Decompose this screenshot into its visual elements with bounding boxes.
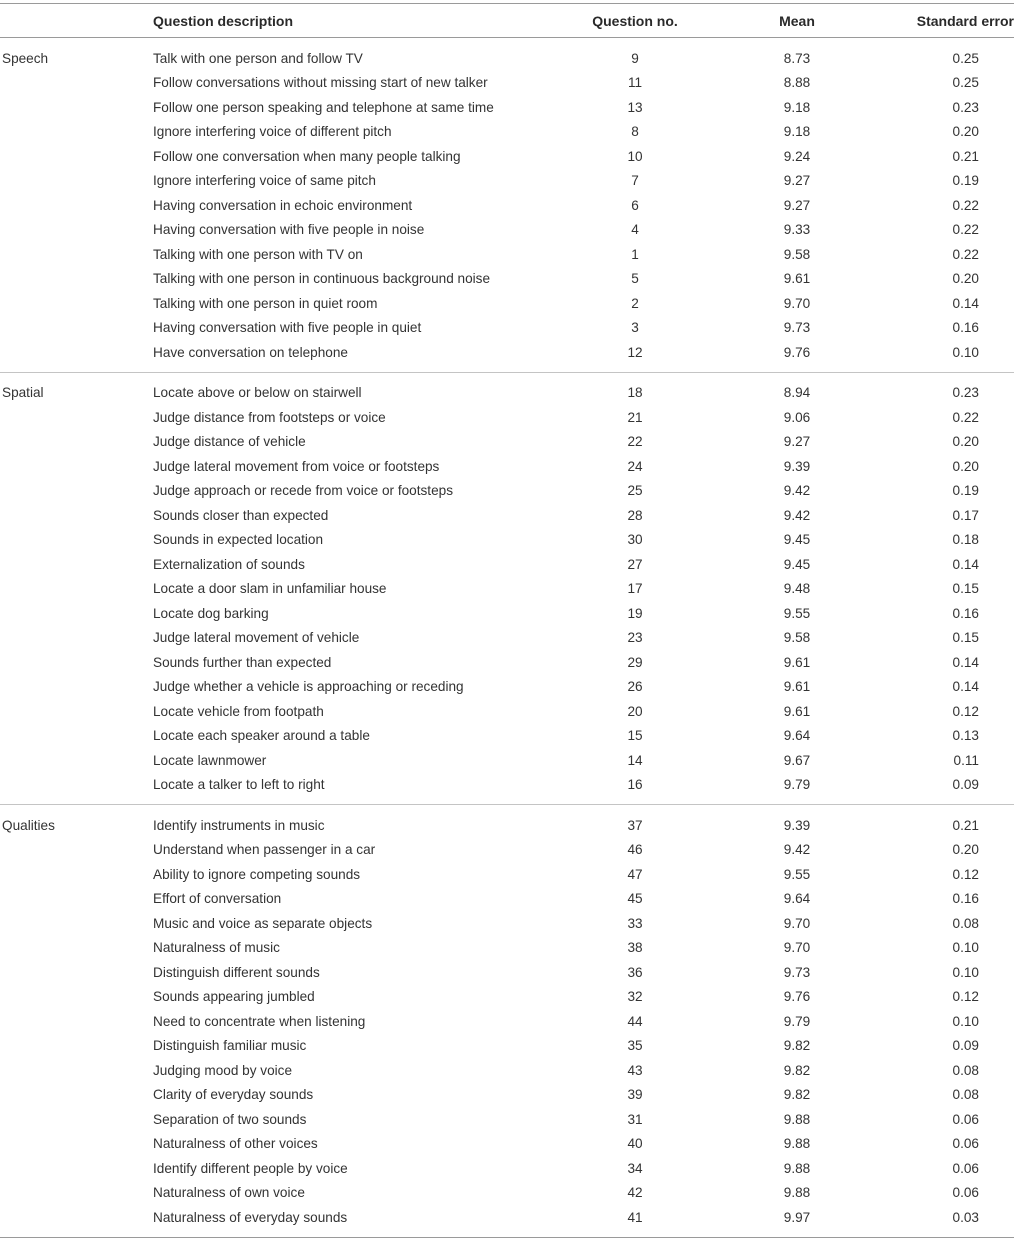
mean-cell: 9.45 xyxy=(783,532,811,548)
question-description-cell: Follow one person speaking and telephone at same time xyxy=(153,99,494,115)
mean-cell: 9.61 xyxy=(783,679,811,695)
table-row xyxy=(0,773,1014,798)
question-description-cell: Separation of two sounds xyxy=(153,1111,307,1127)
question-no-cell: 14 xyxy=(627,752,643,768)
question-no-cell: 26 xyxy=(627,679,643,695)
mean-cell: 9.76 xyxy=(783,344,811,360)
question-no-cell: 11 xyxy=(627,75,643,91)
question-description-cell: Locate a door slam in unfamiliar house xyxy=(153,581,387,597)
mean-cell: 9.61 xyxy=(783,654,811,670)
table-row xyxy=(0,675,1014,700)
table-row xyxy=(0,120,1014,145)
standard-error-cell: 0.21 xyxy=(952,148,979,164)
question-no-cell: 16 xyxy=(627,777,643,793)
mean-cell: 9.06 xyxy=(783,409,811,425)
standard-error-cell: 0.20 xyxy=(952,124,979,140)
mean-cell: 9.58 xyxy=(783,246,811,262)
question-no-cell: 7 xyxy=(631,173,639,189)
table-row xyxy=(0,503,1014,528)
mean-cell: 9.88 xyxy=(783,1136,811,1152)
mean-cell: 9.42 xyxy=(783,842,811,858)
question-description-cell: Externalization of sounds xyxy=(153,556,305,572)
question-no-cell: 13 xyxy=(627,99,643,115)
question-no-cell: 6 xyxy=(631,197,639,213)
question-description-cell: Having conversation with five people in quiet xyxy=(153,320,422,336)
question-description-cell: Sounds in expected location xyxy=(153,532,324,548)
question-description-cell: Sounds appearing jumbled xyxy=(153,989,315,1005)
mean-cell: 9.39 xyxy=(783,817,811,833)
standard-error-cell: 0.06 xyxy=(952,1185,979,1201)
standard-error-cell: 0.23 xyxy=(952,385,979,401)
standard-error-cell: 0.10 xyxy=(952,940,979,956)
table-row xyxy=(0,1132,1014,1157)
mean-cell: 9.70 xyxy=(783,940,811,956)
mean-cell: 9.82 xyxy=(783,1087,811,1103)
question-description-cell: Clarity of everyday sounds xyxy=(153,1087,314,1103)
question-no-cell: 8 xyxy=(631,124,639,140)
mean-cell: 9.64 xyxy=(783,728,811,744)
standard-error-cell: 0.06 xyxy=(952,1111,979,1127)
standard-error-cell: 0.12 xyxy=(952,989,979,1005)
question-description-cell: Locate dog barking xyxy=(153,605,269,621)
table-row xyxy=(0,479,1014,504)
question-no-cell: 30 xyxy=(627,532,643,548)
question-no-cell: 25 xyxy=(627,483,643,499)
question-no-cell: 31 xyxy=(627,1111,643,1127)
question-no-cell: 12 xyxy=(627,344,643,360)
table-row xyxy=(0,528,1014,553)
question-no-cell: 4 xyxy=(631,222,639,238)
question-description-cell: Judge distance of vehicle xyxy=(153,434,306,450)
mean-cell: 9.58 xyxy=(783,630,811,646)
mean-cell: 9.48 xyxy=(783,581,811,597)
standard-error-cell: 0.11 xyxy=(953,752,979,768)
question-no-cell: 15 xyxy=(627,728,643,744)
table-row xyxy=(0,724,1014,749)
mean-cell: 9.67 xyxy=(783,752,811,768)
question-description-cell: Music and voice as separate objects xyxy=(153,915,373,931)
mean-cell: 9.64 xyxy=(783,891,811,907)
standard-error-cell: 0.06 xyxy=(952,1136,979,1152)
question-no-cell: 18 xyxy=(627,385,643,401)
question-description-cell: Naturalness of everyday sounds xyxy=(153,1209,348,1225)
mean-cell: 9.97 xyxy=(783,1209,811,1225)
question-description-cell: Understand when passenger in a car xyxy=(153,842,376,858)
standard-error-cell: 0.16 xyxy=(952,891,979,907)
table-row xyxy=(0,267,1014,292)
table-row xyxy=(0,552,1014,577)
mean-cell: 9.79 xyxy=(783,1013,811,1029)
mean-cell: 9.88 xyxy=(783,1160,811,1176)
table-row xyxy=(0,169,1014,194)
question-no-cell: 1 xyxy=(631,246,639,262)
question-description-cell: Talking with one person in quiet room xyxy=(153,295,378,311)
mean-cell: 9.24 xyxy=(783,148,811,164)
table-row xyxy=(0,193,1014,218)
mean-cell: 9.79 xyxy=(783,777,811,793)
question-no-cell: 46 xyxy=(627,842,643,858)
standard-error-cell: 0.08 xyxy=(952,1087,979,1103)
table-row xyxy=(0,626,1014,651)
mean-cell: 9.18 xyxy=(783,99,811,115)
standard-error-cell: 0.08 xyxy=(952,1062,979,1078)
table-row xyxy=(0,1009,1014,1034)
table-row xyxy=(0,242,1014,267)
mean-cell: 9.45 xyxy=(783,556,811,572)
table-row xyxy=(0,838,1014,863)
question-description-cell: Judge lateral movement from voice or footsteps xyxy=(153,458,440,474)
mean-cell: 9.88 xyxy=(783,1111,811,1127)
table-row xyxy=(0,748,1014,773)
standard-error-cell: 0.10 xyxy=(952,344,979,360)
table-row xyxy=(0,71,1014,96)
question-no-cell: 9 xyxy=(631,50,639,66)
standard-error-cell: 0.10 xyxy=(952,964,979,980)
standard-error-cell: 0.08 xyxy=(952,915,979,931)
question-no-cell: 43 xyxy=(627,1062,643,1078)
standard-error-cell: 0.25 xyxy=(952,50,979,66)
table-row xyxy=(0,144,1014,169)
question-no-cell: 34 xyxy=(627,1160,643,1176)
table-body xyxy=(0,38,1014,1238)
question-no-cell: 23 xyxy=(627,630,643,646)
question-no-cell: 36 xyxy=(627,964,643,980)
table-row xyxy=(0,960,1014,985)
question-description-cell: Having conversation with five people in noise xyxy=(153,222,425,238)
question-no-cell: 10 xyxy=(627,148,643,164)
question-description-cell: Identify different people by voice xyxy=(153,1160,348,1176)
header-question-description: Question description xyxy=(153,12,294,29)
mean-cell: 9.27 xyxy=(783,434,811,450)
table-row xyxy=(0,1083,1014,1108)
mean-cell: 9.88 xyxy=(783,1185,811,1201)
question-description-cell: Follow conversations without missing start of new talker xyxy=(153,75,488,91)
question-description-cell: Naturalness of own voice xyxy=(153,1185,305,1201)
question-description-cell: Need to concentrate when listening xyxy=(153,1013,366,1029)
table-row xyxy=(0,316,1014,341)
question-no-cell: 24 xyxy=(627,458,643,474)
question-no-cell: 28 xyxy=(627,507,643,523)
standard-error-cell: 0.03 xyxy=(952,1209,979,1225)
header-standard-error: Standard error xyxy=(916,12,1014,29)
header-mean: Mean xyxy=(779,12,815,29)
standard-error-cell: 0.14 xyxy=(952,679,979,695)
question-no-cell: 37 xyxy=(627,817,643,833)
table-row xyxy=(0,862,1014,887)
question-description-cell: Ignore interfering voice of same pitch xyxy=(153,173,376,189)
standard-error-cell: 0.19 xyxy=(952,173,979,189)
table-row xyxy=(0,577,1014,602)
question-description-cell: Locate each speaker around a table xyxy=(153,728,370,744)
table-row xyxy=(0,218,1014,243)
mean-cell: 9.76 xyxy=(783,989,811,1005)
standard-error-cell: 0.12 xyxy=(952,866,979,882)
standard-error-cell: 0.20 xyxy=(952,434,979,450)
question-description-cell: Locate lawnmower xyxy=(153,752,267,768)
standard-error-cell: 0.14 xyxy=(952,295,979,311)
standard-error-cell: 0.15 xyxy=(952,581,979,597)
mean-cell: 9.70 xyxy=(783,295,811,311)
table-row xyxy=(0,1181,1014,1206)
mean-cell: 9.73 xyxy=(783,964,811,980)
mean-cell: 8.94 xyxy=(783,385,811,401)
standard-error-cell: 0.06 xyxy=(952,1160,979,1176)
standard-error-cell: 0.22 xyxy=(952,409,979,425)
question-description-cell: Talking with one person in continuous background noise xyxy=(153,271,491,287)
mean-cell: 9.42 xyxy=(783,483,811,499)
question-description-cell: Judge distance from footsteps or voice xyxy=(153,409,386,425)
mean-cell: 8.73 xyxy=(783,50,811,66)
question-description-cell: Sounds closer than expected xyxy=(153,507,329,523)
mean-cell: 9.61 xyxy=(783,703,811,719)
table-row xyxy=(0,454,1014,479)
mean-cell: 9.73 xyxy=(783,320,811,336)
mean-cell: 9.18 xyxy=(783,124,811,140)
question-description-cell: Locate a talker to left to right xyxy=(153,777,325,793)
question-description-cell: Having conversation in echoic environment xyxy=(153,197,413,213)
question-no-cell: 2 xyxy=(631,295,639,311)
question-no-cell: 3 xyxy=(631,320,639,336)
question-no-cell: 38 xyxy=(627,940,643,956)
group-speech xyxy=(0,38,1014,365)
question-description-cell: Follow one conversation when many people talking xyxy=(153,148,461,164)
question-no-cell: 44 xyxy=(627,1013,643,1029)
standard-error-cell: 0.12 xyxy=(952,703,979,719)
table-row xyxy=(0,601,1014,626)
question-description-cell: Distinguish different sounds xyxy=(153,964,320,980)
question-no-cell: 21 xyxy=(627,409,643,425)
question-no-cell: 45 xyxy=(627,891,643,907)
standard-error-cell: 0.17 xyxy=(952,507,979,523)
standard-error-cell: 0.16 xyxy=(952,605,979,621)
table-row xyxy=(0,650,1014,675)
question-description-cell: Effort of conversation xyxy=(153,891,282,907)
group-label: Qualities xyxy=(2,817,55,833)
question-description-cell: Judge approach or recede from voice or footsteps xyxy=(153,483,453,499)
mean-cell: 9.27 xyxy=(783,173,811,189)
results-table xyxy=(0,3,1014,1238)
question-no-cell: 29 xyxy=(627,654,643,670)
table-row xyxy=(0,813,1014,838)
table-row xyxy=(0,340,1014,365)
question-description-cell: Talking with one person with TV on xyxy=(153,246,363,262)
standard-error-cell: 0.20 xyxy=(952,271,979,287)
question-description-cell: Sounds further than expected xyxy=(153,654,332,670)
question-no-cell: 19 xyxy=(627,605,643,621)
table-row xyxy=(0,1205,1014,1230)
standard-error-cell: 0.23 xyxy=(952,99,979,115)
table-row xyxy=(0,985,1014,1010)
question-no-cell: 33 xyxy=(627,915,643,931)
standard-error-cell: 0.22 xyxy=(952,246,979,262)
table-row xyxy=(0,699,1014,724)
mean-cell: 9.27 xyxy=(783,197,811,213)
header-question-no: Question no. xyxy=(592,12,678,29)
group-label: Spatial xyxy=(2,385,44,401)
table-row xyxy=(0,1034,1014,1059)
standard-error-cell: 0.21 xyxy=(952,817,979,833)
question-no-cell: 20 xyxy=(627,703,643,719)
mean-cell: 9.42 xyxy=(783,507,811,523)
group-qualities xyxy=(0,805,1014,1230)
table-row xyxy=(0,911,1014,936)
mean-cell: 9.61 xyxy=(783,271,811,287)
question-description-cell: Judge whether a vehicle is approaching or receding xyxy=(153,679,464,695)
question-no-cell: 35 xyxy=(627,1038,643,1054)
standard-error-cell: 0.19 xyxy=(952,483,979,499)
question-description-cell: Naturalness of music xyxy=(153,940,280,956)
table-row xyxy=(0,936,1014,961)
question-no-cell: 47 xyxy=(627,866,643,882)
mean-cell: 9.55 xyxy=(783,605,811,621)
question-no-cell: 17 xyxy=(627,581,643,597)
question-no-cell: 40 xyxy=(627,1136,643,1152)
standard-error-cell: 0.13 xyxy=(952,728,979,744)
table-header-row xyxy=(0,4,1014,37)
standard-error-cell: 0.10 xyxy=(952,1013,979,1029)
question-description-cell: Locate vehicle from footpath xyxy=(153,703,324,719)
standard-error-cell: 0.20 xyxy=(952,842,979,858)
standard-error-cell: 0.14 xyxy=(952,654,979,670)
question-no-cell: 39 xyxy=(627,1087,643,1103)
group-spatial xyxy=(0,373,1014,798)
standard-error-cell: 0.18 xyxy=(952,532,979,548)
question-description-cell: Ignore interfering voice of different pitch xyxy=(153,124,392,140)
table-row xyxy=(0,405,1014,430)
mean-cell: 9.82 xyxy=(783,1038,811,1054)
standard-error-cell: 0.15 xyxy=(952,630,979,646)
table-row xyxy=(0,95,1014,120)
mean-cell: 9.55 xyxy=(783,866,811,882)
question-description-cell: Have conversation on telephone xyxy=(153,344,348,360)
question-no-cell: 5 xyxy=(631,271,639,287)
table-row xyxy=(0,430,1014,455)
table-row xyxy=(0,46,1014,71)
table-row xyxy=(0,381,1014,406)
question-no-cell: 41 xyxy=(627,1209,643,1225)
standard-error-cell: 0.14 xyxy=(952,556,979,572)
mean-cell: 8.88 xyxy=(783,75,811,91)
mean-cell: 9.82 xyxy=(783,1062,811,1078)
standard-error-cell: 0.20 xyxy=(952,458,979,474)
question-description-cell: Ability to ignore competing sounds xyxy=(153,866,361,882)
standard-error-cell: 0.25 xyxy=(952,75,979,91)
table-row xyxy=(0,1156,1014,1181)
question-description-cell: Locate above or below on stairwell xyxy=(153,385,362,401)
question-description-cell: Naturalness of other voices xyxy=(153,1136,318,1152)
question-description-cell: Identify instruments in music xyxy=(153,817,325,833)
standard-error-cell: 0.09 xyxy=(952,1038,979,1054)
question-no-cell: 22 xyxy=(627,434,643,450)
table-row xyxy=(0,1058,1014,1083)
question-description-cell: Talk with one person and follow TV xyxy=(153,50,363,66)
mean-cell: 9.70 xyxy=(783,915,811,931)
question-no-cell: 27 xyxy=(627,556,643,572)
table-row xyxy=(0,1107,1014,1132)
question-description-cell: Judging mood by voice xyxy=(153,1062,293,1078)
table-row xyxy=(0,291,1014,316)
question-no-cell: 42 xyxy=(627,1185,643,1201)
group-label: Speech xyxy=(2,50,49,66)
question-no-cell: 32 xyxy=(627,989,643,1005)
standard-error-cell: 0.16 xyxy=(952,320,979,336)
mean-cell: 9.33 xyxy=(783,222,811,238)
table-row xyxy=(0,887,1014,912)
mean-cell: 9.39 xyxy=(783,458,811,474)
question-description-cell: Distinguish familiar music xyxy=(153,1038,307,1054)
standard-error-cell: 0.22 xyxy=(952,197,979,213)
question-description-cell: Judge lateral movement of vehicle xyxy=(153,630,360,646)
standard-error-cell: 0.09 xyxy=(952,777,979,793)
standard-error-cell: 0.22 xyxy=(952,222,979,238)
